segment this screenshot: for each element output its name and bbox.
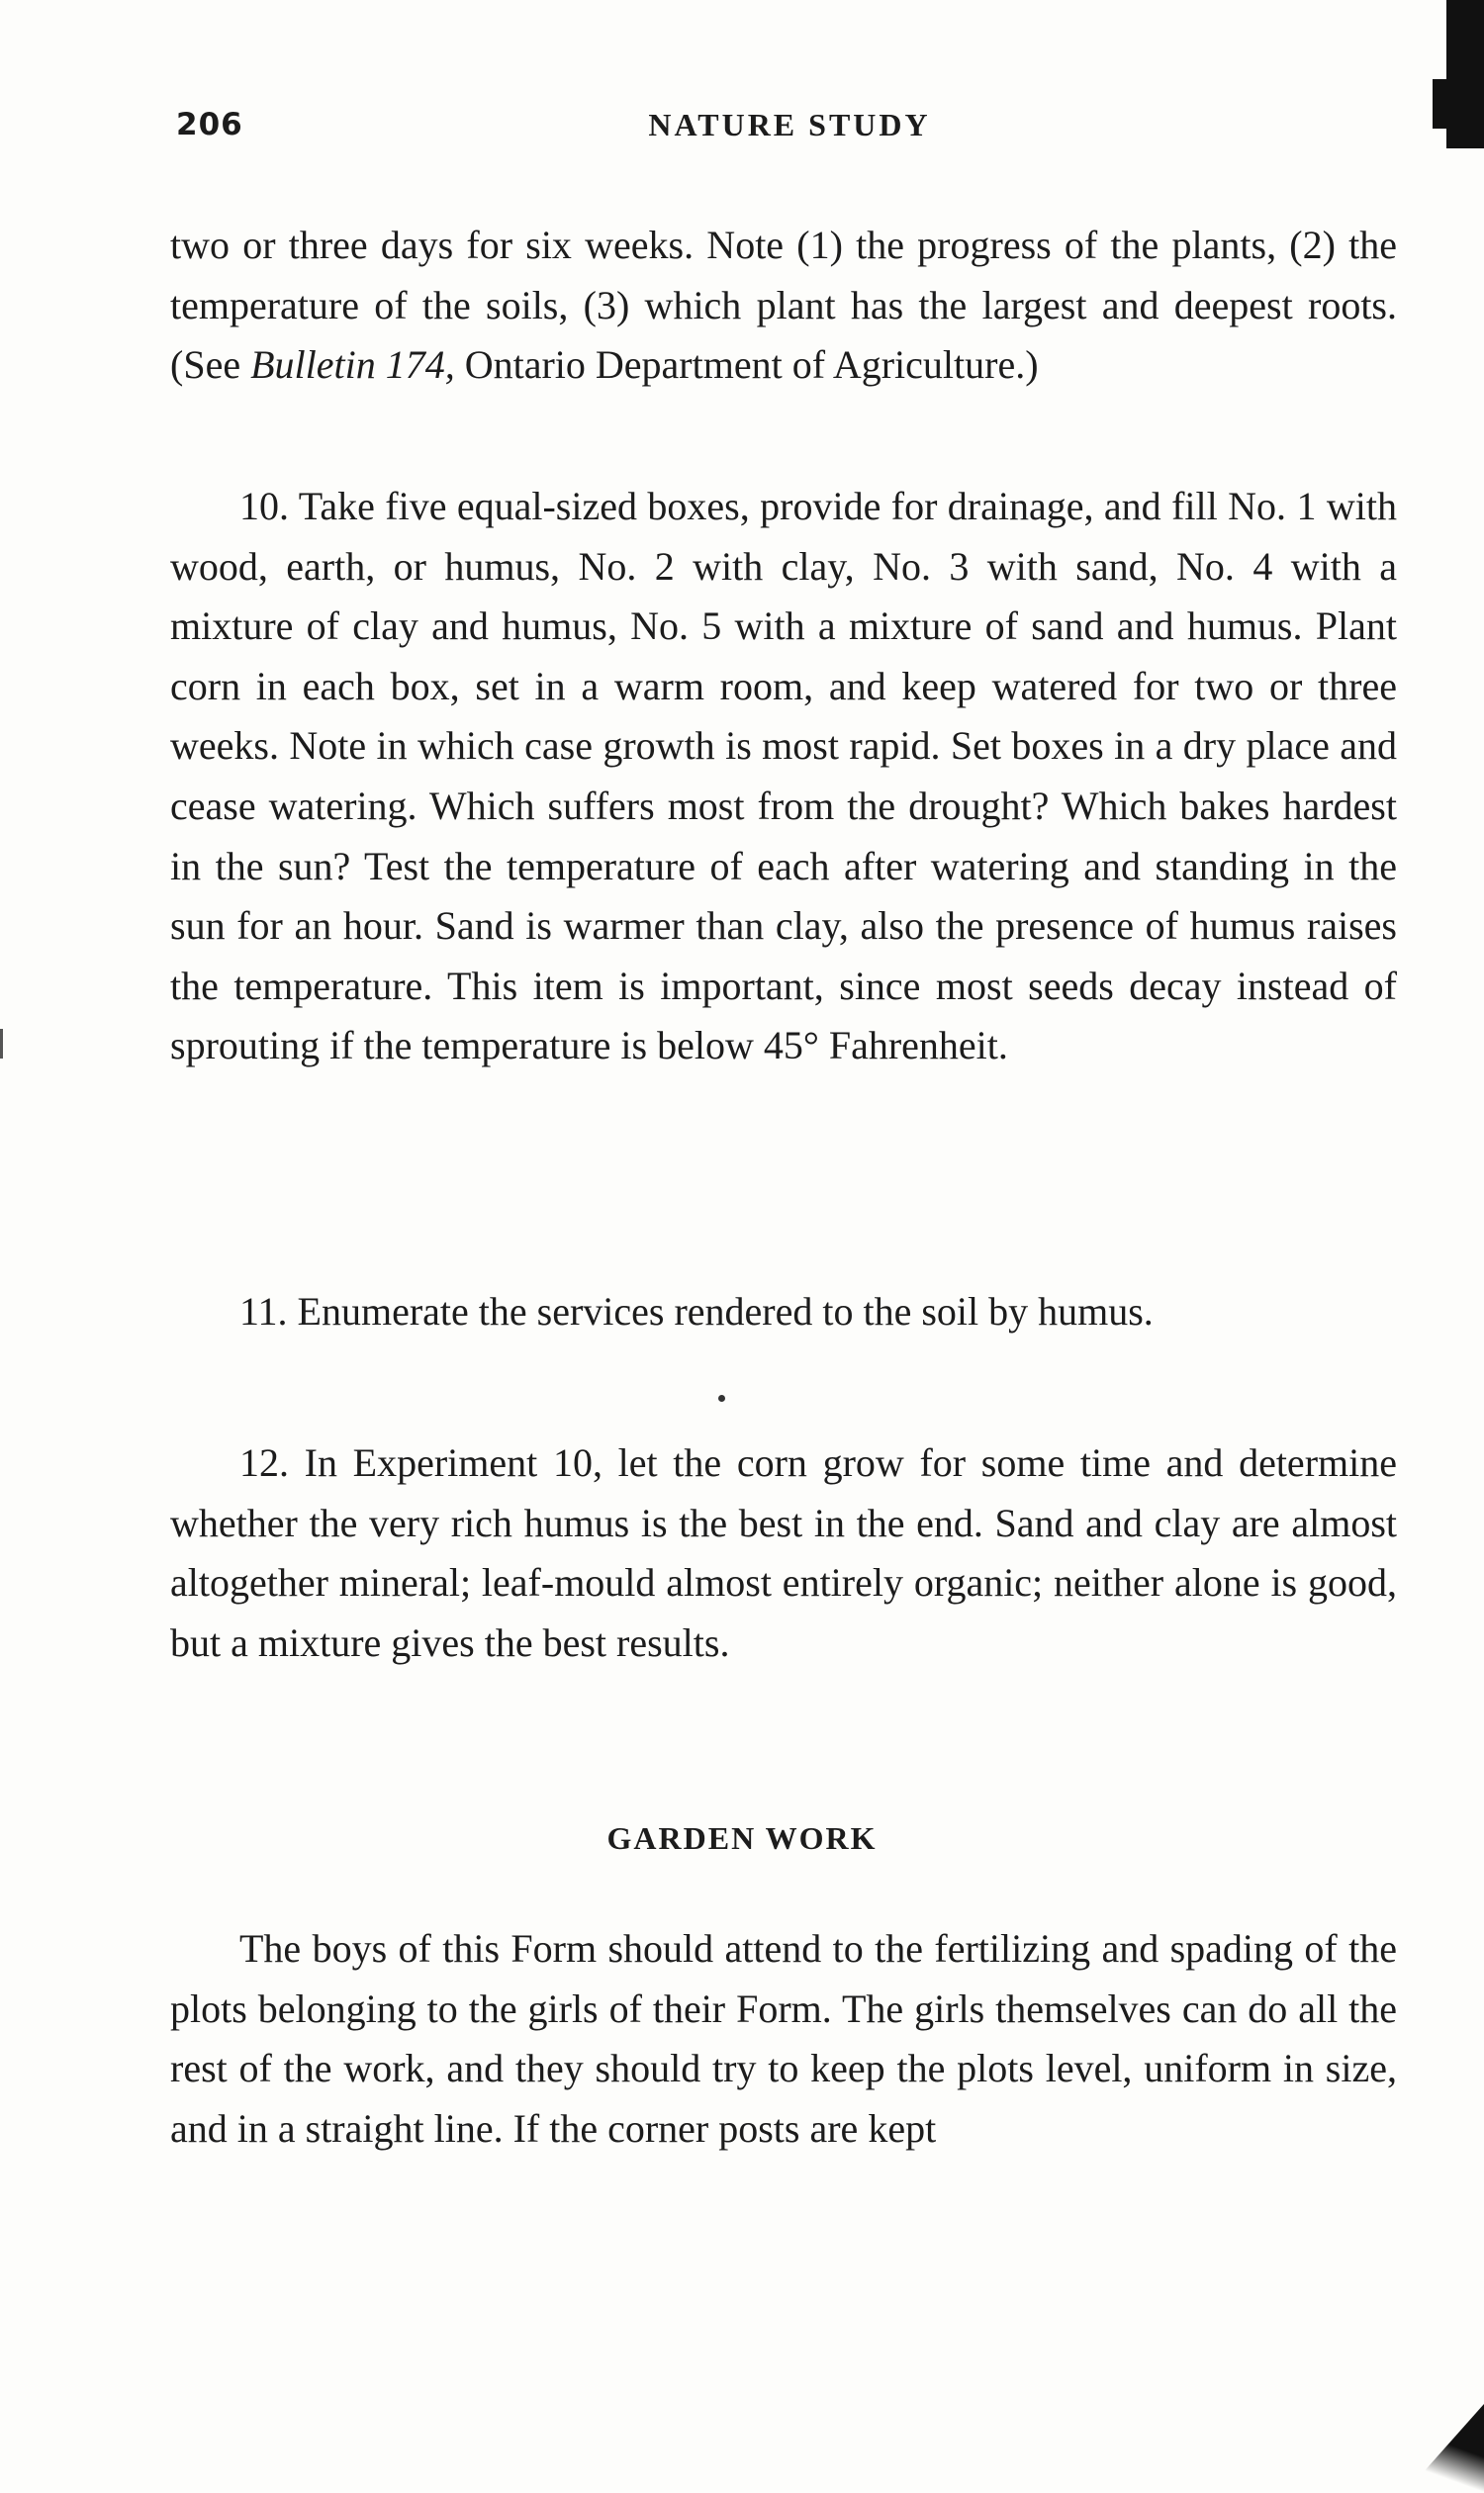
paragraph-continued-text-2: Ontario Department of Agriculture.) (454, 342, 1039, 388)
paragraph-garden-work: The boys of this Form should attend to the fertilizing and spading of the plots belonging to the girls of their Form. The girls themselves can do all the rest of the work, and they should try to keep the plots level, uniform in size, and in a straight line. If the corner posts are kept (170, 1926, 1397, 2151)
page-number: 206 (176, 107, 243, 142)
paragraph-continued (170, 216, 1397, 396)
scan-margin-mark (0, 1029, 3, 1059)
ink-speck (718, 1395, 725, 1402)
page-header (176, 107, 1403, 166)
paragraph-continued-text-1: two or three days for six weeks. Note (1) the progress of the plants, (2) the temperature of the soils, (3) which plant has the largest and deepest roots. (See (170, 223, 1397, 388)
bulletin-reference: Bulletin 174, (250, 342, 455, 388)
paragraph-item-12: 12. In Experiment 10, let the corn grow for some time and determine whether the very rich humus is the best in the end. Sand and clay are almost altogether mineral; leaf-mould almost entirely organic; neither alone is good, but a mixture gives the best results. (170, 1440, 1397, 1665)
running-title: NATURE STUDY (648, 107, 931, 142)
paragraph-item-10: 10. Take five equal-sized boxes, provide for drainage, and fill No. 1 with wood, earth, or humus, No. 2 with clay, No. 3 with sand, No. 4 with a mixture of clay and humus, No. 5 with a mixture of sand and humus. Plant corn in each box, set in a warm room, and keep watered for two or three weeks. Note in which case growth is most rapid. Set boxes in a dry place and cease watering. Which suffers most from the drought? Which bakes hardest in the sun? Test the temperature of each after watering and standing in the sun for an hour. Sand is warmer than clay, also the presence of humus raises the temperature. This item is important, since most seeds decay instead of sprouting if the temperature is below 45° Fahrenheit. (170, 484, 1397, 1068)
paragraph-item-11: 11. Enumerate the services rendered to the soil by humus. (239, 1289, 1154, 1334)
scan-corner-mark (1405, 2404, 1484, 2493)
scan-edge-mark (1446, 0, 1484, 148)
section-heading-garden-work: GARDEN WORK (606, 1820, 878, 1856)
